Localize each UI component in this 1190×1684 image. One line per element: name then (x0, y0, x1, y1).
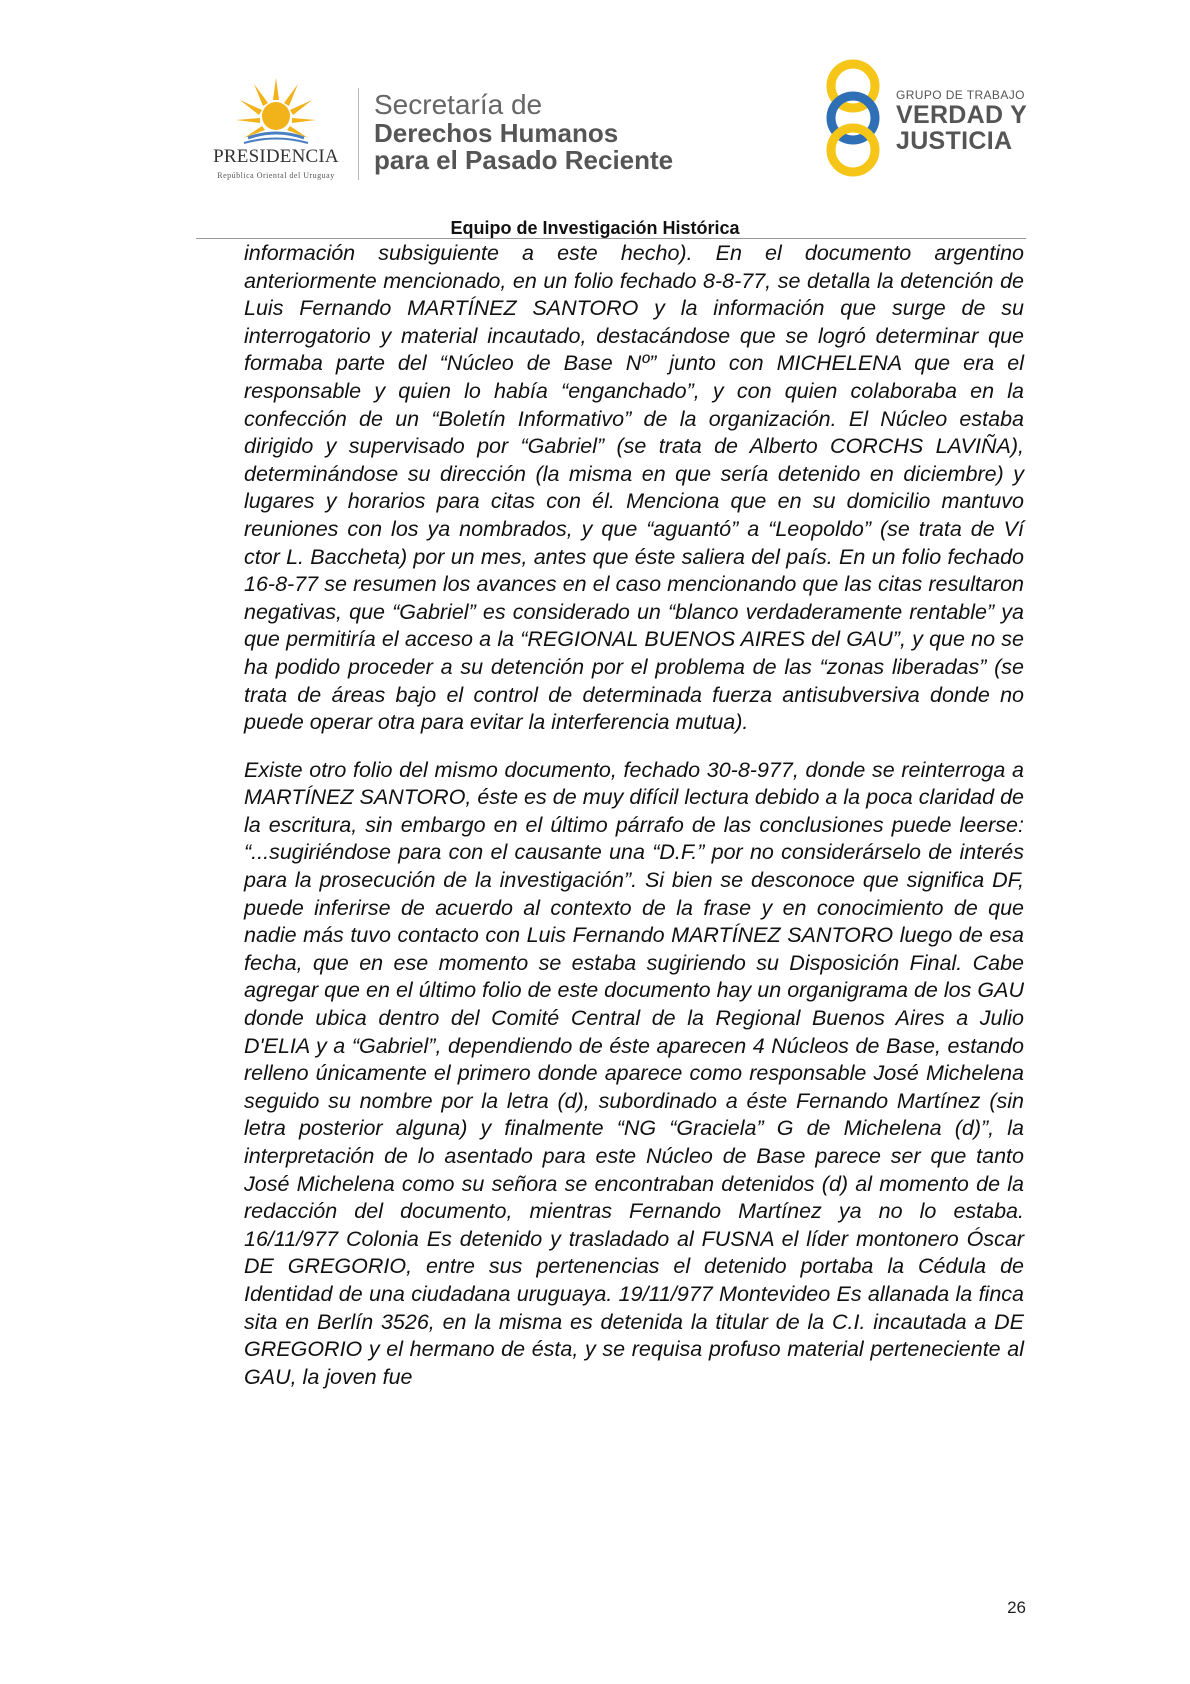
header-divider (358, 88, 359, 180)
presidencia-subtitle: República Oriental del Uruguay (217, 171, 335, 180)
grupo-line2: VERDAD Y (896, 101, 1028, 129)
secretaria-logo-text (374, 90, 673, 174)
paragraph-2: Existe otro folio del mismo documento, fechado 30-8-977, donde se reinterroga a MARTÍNEZ SANTORO, éste es de muy difícil lectura debido a la poca claridad de la escritura, sin embargo en el último párrafo de las conclusiones puede leerse: “...sugiriéndose para con el causante una “D.F.” por no considerárselo de interés para la prosecución de la investigación”. Si bien se desconoce que significa DF, puede inferirse de acuerdo al contexto de la frase y en conocimiento de que nadie más tuvo contacto con Luis Fernando MARTÍNEZ SANTORO luego de esa fecha, que en ese momento se estaba sugiriendo su Disposición Final. Cabe agregar que en el último folio de este documento hay un organigrama de los GAU donde ubica dentro del Comité Central de la Regional Buenos Aires a Julio D'ELIA y a “Gabriel”, dependiendo de éste aparecen 4 Núcleos de Base, estando relleno únicamente el primero donde aparece como responsable José Michelena seguido su nombre por la letra (d), subordinado a éste Fernando Martínez (sin letra posterior alguna) y finalmente “NG “Graciela” G de Michelena (d)”, la interpretación de lo asentado para este Núcleo de Base parece ser que tanto José Michelena como su señora se encontraban detenidos (d) al momento de la redacción del documento, mientras Fernando Martínez ya no lo estaba. 16/11/977 Colonia Es detenido y trasladado al FUSNA el líder montonero Óscar DE GREGORIO, entre sus pertenencias el detenido portaba la Cédula de Identidad de una ciudadana uruguaya. 19/11/977 Montevideo Es allanada la finca sita en Berlín 3526, en la misma es detenida la titular de la C.I. incautada a DE GREGORIO y el hermano de ésta, y se requisa profuso material perteneciente al GAU, la joven fue (244, 757, 1024, 1389)
page-number: 26 (1007, 1598, 1026, 1617)
grupo-trabajo-text (896, 88, 1027, 154)
secretaria-line3: para el Pasado Reciente (374, 145, 674, 175)
team-title: Equipo de Investigación Histórica (450, 218, 740, 238)
grupo-line3: JUSTICIA (896, 127, 1013, 155)
paragraph-1: información subsiguiente a este hecho). En el documento argentino anteriormente mencionado, en un folio fechado 8-8-77, se detalla la detención de Luis Fernando MARTÍNEZ SANTORO y la información que surge de su interrogatorio y material incautado, destacándose que se logró determinar que formaba parte del “Núcleo de Base Nº” junto con MICHELENA que era el responsable y quien lo había “enganchado”, y con quien colaboraba en la confección de un “Boletín Informativo” de la organización. El Núcleo estaba dirigido y supervisado por “Gabriel” (se trata de Alberto CORCHS LAVIÑA), determinándose su dirección (la misma en que sería detenido en diciembre) y lugares y horarios para citas con él. Menciona que en su domicilio mantuvo reuniones con los ya nombrados, y que “aguantó” a “Leopoldo” (se trata de Ví ctor L. Baccheta) por un mes, antes que éste saliera del país. En un folio fechado 16-8-77 se resumen los avances en el caso mencionando que las citas resultaron negativas, que “Gabriel” es considerado un “blanco verdaderamente rentable” ya que permitiría el acceso a la “REGIONAL BUENOS AIRES del GAU”, y que no se ha podido proceder a su detención por el problema de las “zonas liberadas” (se trata de áreas bajo el control de determinada fuerza antisubversiva donde no puede operar otra para evitar la interferencia mutua). (244, 241, 1024, 735)
chain-rings-icon (818, 56, 888, 180)
presidencia-logo (196, 76, 356, 186)
document-body (244, 240, 1024, 1391)
presidencia-title: PRESIDENCIA (213, 146, 339, 167)
secretaria-line2: Derechos Humanos (374, 118, 619, 148)
secretaria-line1: Secretaría de (374, 89, 543, 120)
sun-icon (234, 76, 318, 148)
grupo-line1: GRUPO DE TRABAJO (896, 88, 1025, 102)
header-rule (196, 238, 1026, 239)
